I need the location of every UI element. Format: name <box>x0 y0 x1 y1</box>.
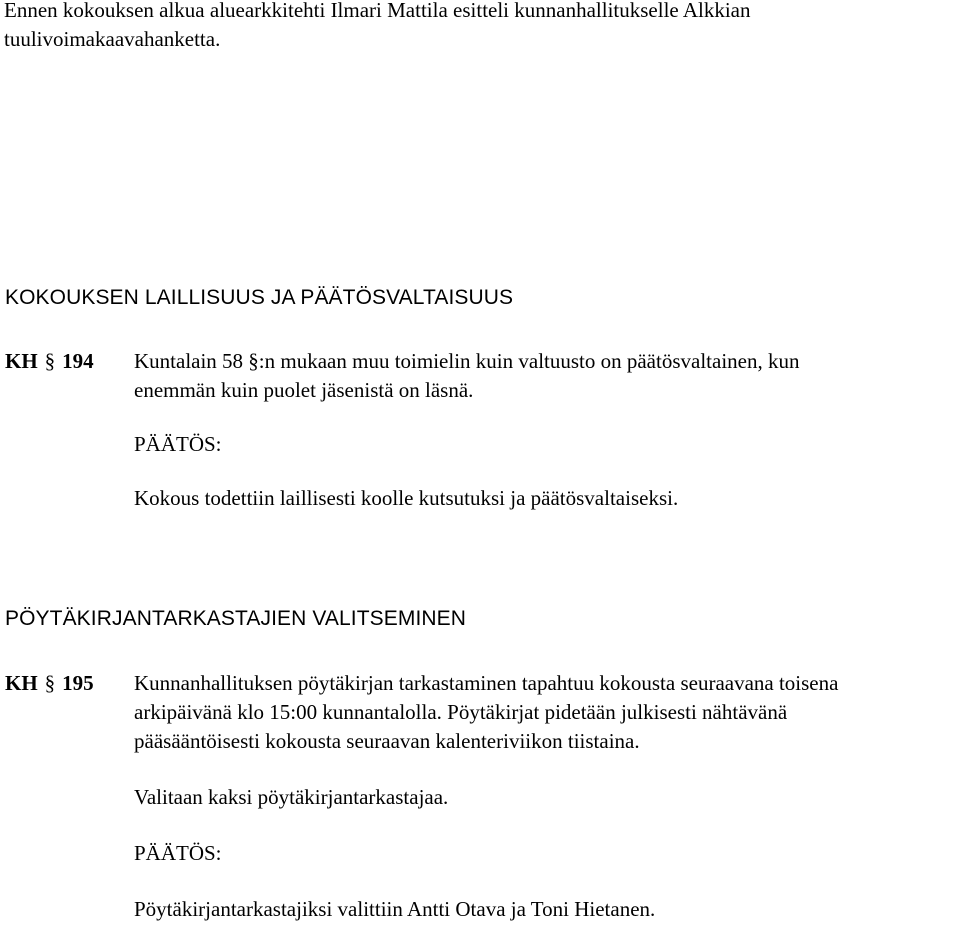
section-heading-195: PÖYTÄKIRJANTARKASTAJIEN VALITSEMINEN <box>5 607 467 630</box>
section-number: 194 <box>62 349 94 373</box>
body-line: arkipäivänä klo 15:00 kunnantalolla. Pöytäkirjat pidetään julkisesti nähtävänä <box>134 700 788 724</box>
body-line: enemmän kuin puolet jäsenistä on läsnä. <box>134 378 474 402</box>
body-line: Kuntalain 58 §:n mukaan muu toimielin kuin valtuusto on päätösvaltainen, kun <box>134 349 800 373</box>
intro-line-2: tuulivoimakaavahanketta. <box>4 27 221 51</box>
kh-prefix: KH <box>5 349 38 373</box>
section-number-195 <box>5 669 125 698</box>
kh-prefix: KH <box>5 671 38 695</box>
decision-label: PÄÄTÖS: <box>134 841 222 865</box>
section-number-194 <box>5 347 125 376</box>
extra-text: Valitaan kaksi pöytäkirjantarkastajaa. <box>134 785 449 809</box>
decision-text: Kokous todettiin laillisesti koolle kutsutuksi ja päätösvaltaiseksi. <box>134 486 679 510</box>
section-number: 195 <box>62 671 94 695</box>
intro-line-1: Ennen kokouksen alkua aluearkkitehti Ilmari Mattila esitteli kunnanhallitukselle Alkkian <box>4 0 751 22</box>
section-sign: § <box>44 671 56 695</box>
section-heading-194: KOKOUKSEN LAILLISUUS JA PÄÄTÖSVALTAISUUS <box>5 286 514 309</box>
section-body-195 <box>134 669 960 924</box>
body-line: pääsääntöisesti kokousta seuraavan kalenteriviikon tiistaina. <box>134 729 640 753</box>
decision-text: Pöytäkirjantarkastajiksi valittiin Antti Otava ja Toni Hietanen. <box>134 897 656 921</box>
body-line: Kunnanhallituksen pöytäkirjan tarkastaminen tapahtuu kokousta seuraavana toisena <box>134 671 839 695</box>
section-sign: § <box>44 349 56 373</box>
section-body-194 <box>134 347 960 513</box>
decision-label: PÄÄTÖS: <box>134 432 222 456</box>
intro-paragraph <box>4 0 960 54</box>
